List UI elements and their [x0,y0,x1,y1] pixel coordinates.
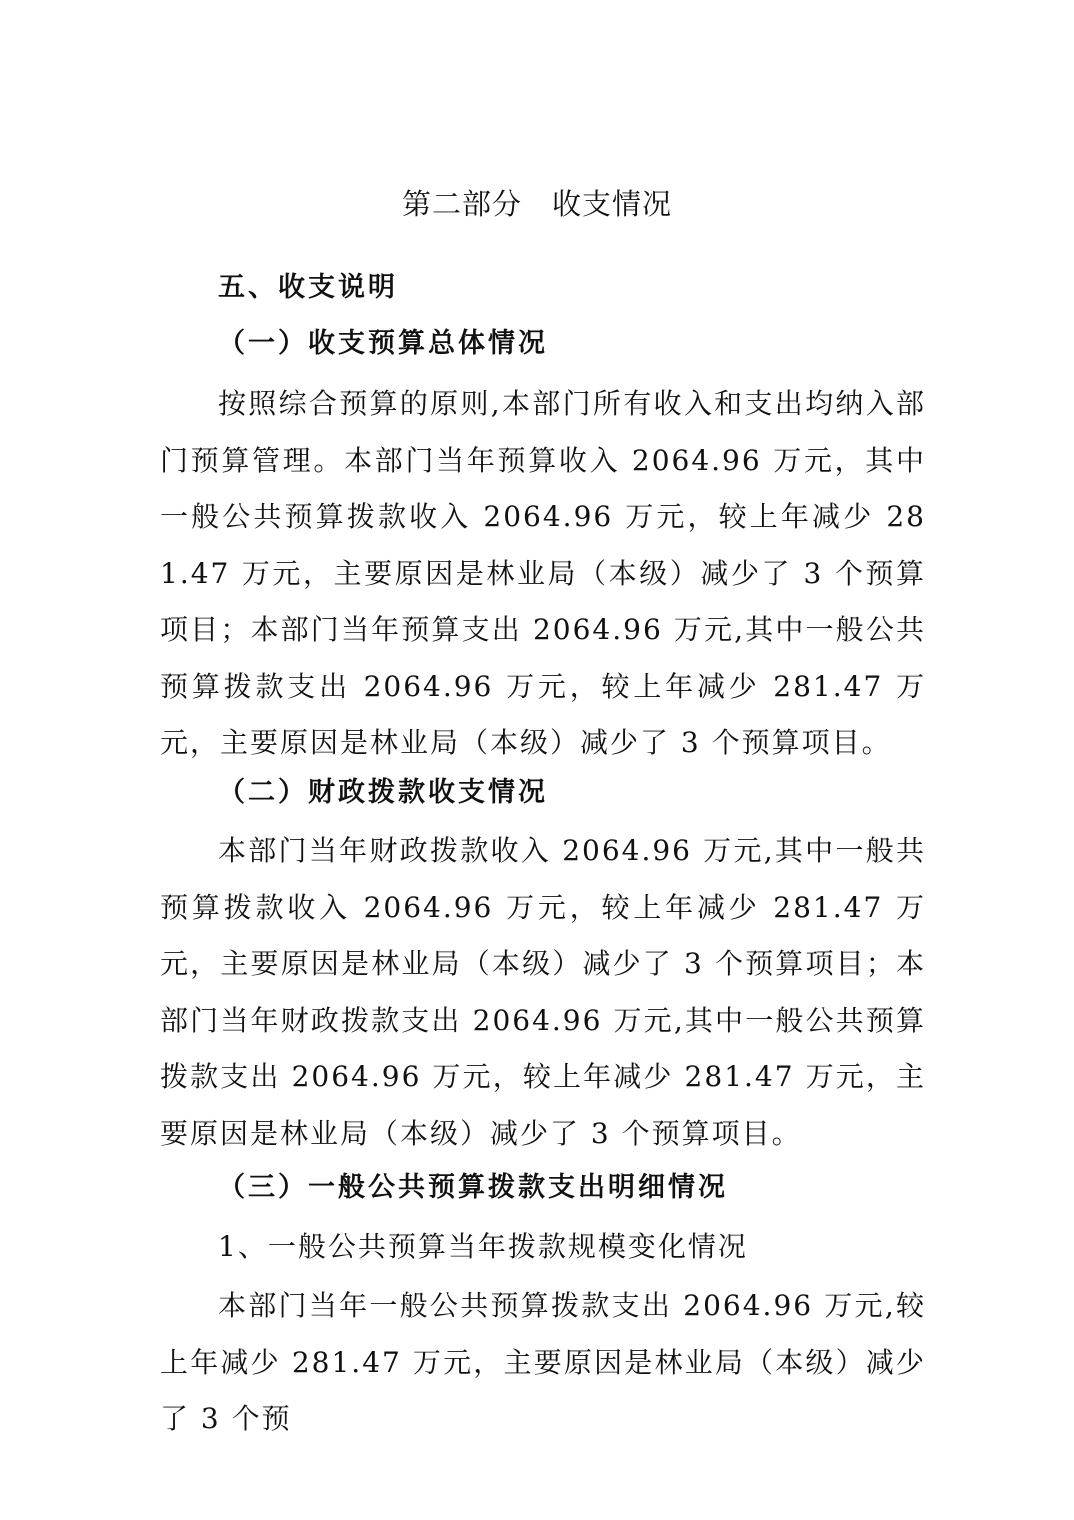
subsection-heading-3: （三）一般公共预算拨款支出明细情况 [218,1172,728,1203]
subsection-paragraph-3: 本部门当年一般公共预算拨款支出 2064.96 万元,较上年减少 281.47 万元，主要原因是林业局（本级）减少了 3 个预 [160,1289,926,1435]
item-heading: 1、一般公共预算当年拨款规模变化情况 [218,1230,748,1263]
section-heading: 五、收支说明 [218,272,398,303]
subsection-heading-2: （二）财政拨款收支情况 [218,777,548,808]
subsection-paragraph-1: 按照综合预算的原则,本部门所有收入和支出均纳入部门预算管理。本部门当年预算收入 2064.96 万元，其中一般公共预算拨款收入 2064.96 万元，较上年减少 281.47 万元，主要原因是林业局（本级）减少了 3 个预算项目；本部门当年预算支出 2064.96 万元,其中一般公共预算拨款支出 2064.96 万元，较上年减少 281.47 万元，主要原因是林业局（本级）减少了 3 个预算项目。 [160,387,926,759]
subsection-heading-1: （一）收支预算总体情况 [218,328,548,359]
part-title: 第二部分 收支情况 [401,187,672,221]
subsection-paragraph-2: 本部门当年财政拨款收入 2064.96 万元,其中一般共预算拨款收入 2064.96 万元，较上年减少 281.47 万元，主要原因是林业局（本级）减少了 3 个预算项目；本部门当年财政拨款支出 2064.96 万元,其中一般公共预算拨款支出 2064.96 万元，较上年减少 281.47 万元，主要原因是林业局（本级）减少了 3 个预算项目。 [160,834,926,1150]
